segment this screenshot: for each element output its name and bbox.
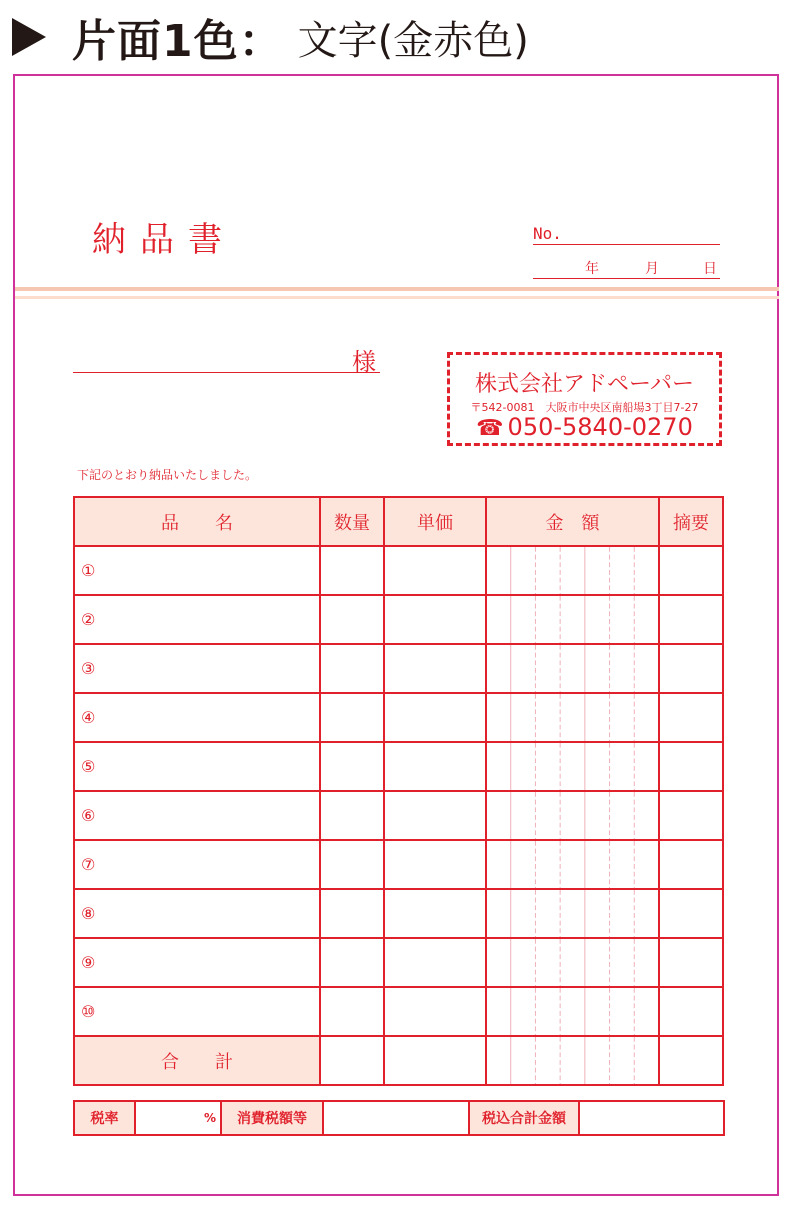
quantity-cell [320,1036,384,1085]
amount-cell [486,889,659,938]
header-unit-price: 単価 [384,497,486,546]
table-row [74,840,723,889]
amount-digit-guides [487,743,658,790]
amount-cell [486,742,659,791]
amount-digit-guides [487,792,658,839]
row-number: ① [74,546,320,595]
remarks-cell [659,742,723,791]
quantity-cell [320,595,384,644]
header-quantity: 数量 [320,497,384,546]
item-rows [74,546,723,1085]
header-band-bottom [15,296,779,299]
header-item: 品 名 [74,497,320,546]
customer-line [73,372,380,373]
company-name: 株式会社アドペーパー [475,372,694,397]
remarks-cell [659,595,723,644]
amount-digit-guides [487,645,658,692]
headline-light: 文字(金赤色) [297,17,529,64]
quantity-cell [320,938,384,987]
date-field [533,258,720,278]
row-number: ③ [74,644,320,693]
row-number: ⑤ [74,742,320,791]
quantity-cell [320,693,384,742]
quantity-cell [320,742,384,791]
unit-price-cell [384,791,486,840]
amount-cell [486,938,659,987]
tax-table [73,1100,725,1136]
header-band-top [15,287,779,291]
total-row [74,1036,723,1085]
unit-price-cell [384,546,486,595]
table-row [74,742,723,791]
unit-price-cell [384,840,486,889]
table-row [74,791,723,840]
date-month-label: 月 [645,261,659,277]
total-label: 合 計 [74,1036,320,1085]
date-day-label: 日 [703,261,717,277]
table-row [74,987,723,1036]
row-number: ② [74,595,320,644]
quantity-cell [320,644,384,693]
unit-price-cell [384,1036,486,1085]
amount-digit-guides [487,988,658,1035]
amount-cell [486,595,659,644]
quantity-cell [320,791,384,840]
quantity-cell [320,987,384,1036]
remarks-cell [659,644,723,693]
company-phone-line [450,413,719,441]
triangle-icon [12,18,46,56]
date-year-label: 年 [585,261,599,277]
headline-bold: 片面1色： [72,16,284,67]
quantity-cell [320,546,384,595]
remarks-cell [659,1036,723,1085]
unit-price-cell [384,742,486,791]
amount-digit-guides [487,1037,658,1084]
remarks-cell [659,693,723,742]
table-header-row [74,497,723,546]
amount-cell [486,644,659,693]
quantity-cell [320,889,384,938]
remarks-cell [659,840,723,889]
table-row [74,938,723,987]
delivery-note: 下記のとおり納品いたしました。 [77,468,258,482]
table-row [74,889,723,938]
row-number: ④ [74,693,320,742]
row-number: ⑨ [74,938,320,987]
unit-price-cell [384,889,486,938]
header-remarks: 摘要 [659,497,723,546]
amount-cell [486,546,659,595]
remarks-cell [659,791,723,840]
amount-digit-guides [487,841,658,888]
table-row [74,693,723,742]
amount-cell [486,1036,659,1085]
phone-icon: ☎ [476,416,504,441]
tax-included-total-cell [579,1101,724,1135]
quantity-cell [320,840,384,889]
number-line [533,244,720,245]
unit-price-cell [384,938,486,987]
table-row [74,546,723,595]
headline [10,2,529,72]
amount-digit-guides [487,939,658,986]
items-table [73,496,724,1086]
consumption-tax-label: 消費税額等 [221,1101,323,1135]
customer-suffix: 様 [352,348,376,376]
amount-cell [486,791,659,840]
remarks-cell [659,938,723,987]
remarks-cell [659,987,723,1036]
number-label: No. [533,224,562,243]
company-stamp-box [447,352,722,446]
unit-price-cell [384,693,486,742]
remarks-cell [659,546,723,595]
remarks-cell [659,889,723,938]
tax-rate-percent: % [135,1101,221,1135]
consumption-tax-cell [323,1101,469,1135]
table-row [74,595,723,644]
company-address: 〒542-0081 大阪市中央区南船場3丁目7-27 [470,401,699,414]
document-title: 納品書 [92,220,236,260]
tax-included-total-label: 税込合計金額 [469,1101,579,1135]
amount-digit-guides [487,890,658,937]
amount-digit-guides [487,694,658,741]
unit-price-cell [384,987,486,1036]
amount-digit-guides [487,596,658,643]
row-number: ⑦ [74,840,320,889]
table-row [74,644,723,693]
tax-row [74,1101,724,1135]
amount-cell [486,840,659,889]
header-amount: 金 額 [486,497,659,546]
unit-price-cell [384,644,486,693]
unit-price-cell [384,595,486,644]
amount-cell [486,987,659,1036]
amount-digit-guides [487,547,658,594]
tax-rate-label: 税率 [74,1101,135,1135]
row-number: ⑩ [74,987,320,1036]
row-number: ⑥ [74,791,320,840]
date-line [533,278,720,279]
amount-cell [486,693,659,742]
company-phone: 050-5840-0270 [507,413,693,441]
row-number: ⑧ [74,889,320,938]
